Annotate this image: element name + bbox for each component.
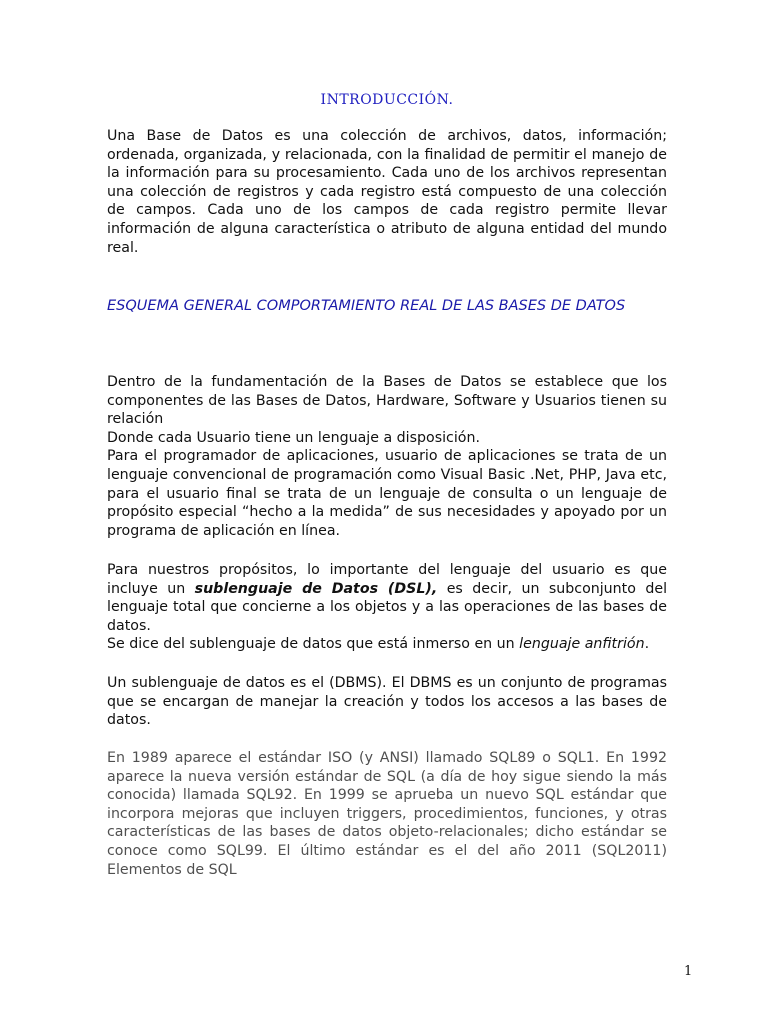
paragraph-sublanguage-text-2: es decir, un subconjunto del lenguaje total que concierne a los objetos y a las operaciones de las bases de datos. [107, 580, 668, 634]
paragraph-sql-history: En 1989 aparece el estándar ISO (y ANSI) llamado SQL89 o SQL1. En 1992 aparece la nueva versión estándar de SQL (a día de hoy sigue siendo la más conocida) llamada SQL92. En 1999 se aprueba un nuevo SQL estándar que incorpora mejoras que incluyen triggers, procedimientos, funciones, y otras características de las bases de datos objeto-relacionales; dicho estándar se conoce como SQL99. El último estándar es el del año 2011 (SQL2011) Elementos de SQL [107, 750, 667, 878]
page-number: 1 [684, 964, 693, 979]
paragraph-components [107, 373, 667, 540]
paragraph-dbms: Un sublenguaje de datos es el (DBMS). El DBMS es un conjunto de programas que se encargan de manejar la creación y todos los accesos a las bases de datos. [107, 675, 667, 729]
section-heading: ESQUEMA GENERAL COMPORTAMIENTO REAL DE LAS BASES DE DATOS [107, 298, 626, 314]
intro-paragraph: Una Base de Datos es una colección de archivos, datos, información; ordenada, organizada, y relacionada, con la finalidad de permitir el manejo de la información para su procesamiento. Cada uno de los archivos representan una colección de registros y cada registro está compuesto de una colección de campos. Cada uno de los campos de cada registro permite llevar información de alguna característica o atributo de alguna entidad del mundo real. [107, 128, 667, 256]
host-language-term: lenguaje anfitrión [519, 636, 645, 653]
document-title: INTRODUCCIÓN. [320, 92, 454, 108]
paragraph-sublanguage-text-3: Se dice del sublenguaje de datos que está inmerso en un [107, 636, 520, 653]
paragraph-components-text-1: Dentro de la fundamentación de la Bases de Datos se establece que los componentes de las Bases de Datos, Hardware, Software y Usuarios tienen su relación [107, 374, 667, 428]
paragraph-sublanguage-text: Para nuestros propósitos, lo importante del lenguaje del usuario es que incluye un [107, 562, 667, 597]
paragraph-sublanguage-text-4: . [644, 636, 650, 653]
paragraph-sublanguage [107, 561, 667, 654]
paragraph-components-text-3: Para el programador de aplicaciones, usuario de aplicaciones se trata de un lenguaje convencional de programación como Visual Basic .Net, PHP, Java etc, para el usuario final se trata de un lenguaje de consulta o un lenguaje de propósito especial “hecho a la medida” de sus necesidades y apoyado por un programa de aplicación en línea. [107, 448, 667, 539]
paragraph-components-text-2: Donde cada Usuario tiene un lenguaje a disposición. [107, 429, 480, 446]
dsl-term: sublenguaje de Datos (DSL), [194, 580, 438, 597]
